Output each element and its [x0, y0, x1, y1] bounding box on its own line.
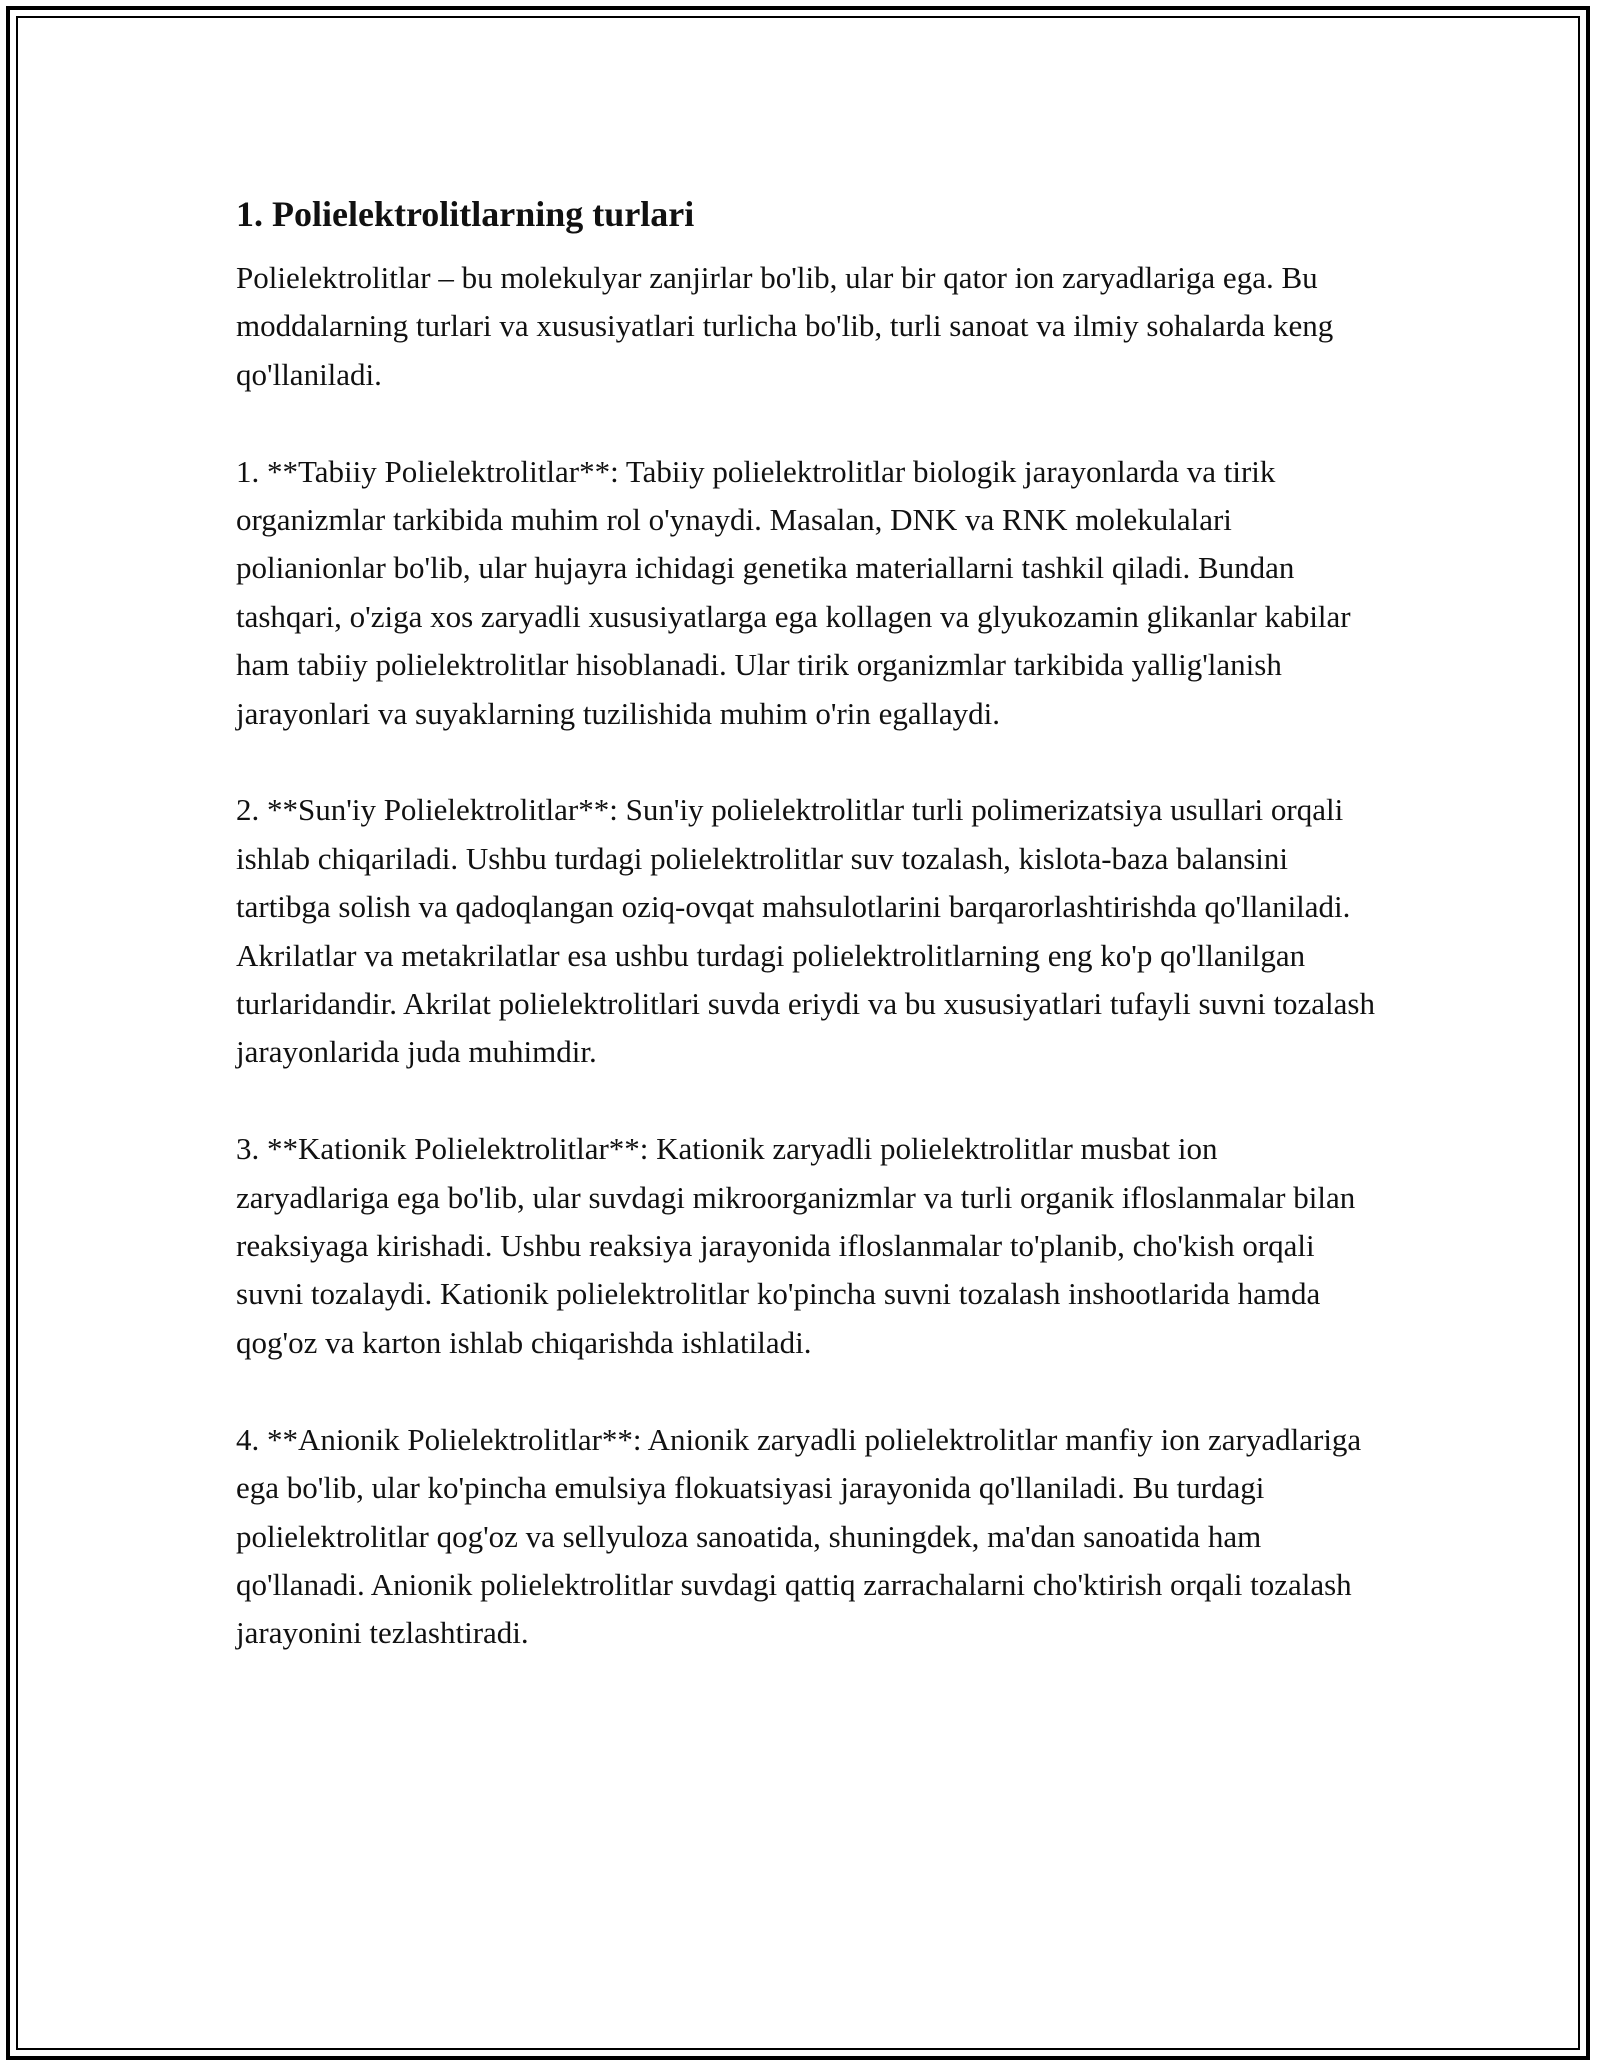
cationic-polyelectrolytes-paragraph: 3. **Kationik Polielektrolitlar**: Kationik zaryadli polielektrolitlar musbat ion zaryadlariga ega bo'lib, ular suvdagi mikroorganizmlar va turli organik ifloslanmalar bilan reaksiyaga kirishadi. Ushbu reaksiya jarayonida ifloslanmalar to'planib, cho'kish orqali suvni tozalaydi. Kationik polielektrolitlar ko'pincha suvni tozalash inshootlarida hamda qog'oz va karton ishlab chiqarishda ishlatiladi. — [236, 1131, 1356, 1360]
section-title: 1. Polielektrolitlarning turlari — [236, 194, 695, 234]
natural-polyelectrolytes-paragraph: 1. **Tabiiy Polielektrolitlar**: Tabiiy polielektrolitlar biologik jarayonlarda va tirik organizmlar tarkibida muhim rol o'ynaydi. Masalan, DNK va RNK molekulalari polianionlar bo'lib, ular hujayra ichidagi genetika materiallarni tashkil qiladi. Bundan tashqari, o'ziga xos zaryadli xususiyatlarga ega kollagen va glyukozamin glikanlar kabilar ham tabiiy polielektrolitlar hisoblanadi. Ular tirik organizmlar tarkibida yallig'lanish jarayonlari va suyaklarning tuzilishida muhim o'rin egallaydi. — [236, 453, 1351, 731]
synthetic-polyelectrolytes-paragraph: 2. **Sun'iy Polielektrolitlar**: Sun'iy polielektrolitlar turli polimerizatsiya usullari orqali ishlab chiqariladi. Ushbu turdagi polielektrolitlar suv tozalash, kislota-baza balansini tartibga solish va qadoqlangan oziq-ovqat mahsulotlarini barqarorlashtirishda qo'llaniladi. Akrilatlar va metakrilatlar esa ushbu turdagi polielektrolitlarning eng ko'p qo'llanilgan turlaridandir. Akrilat polielektrolitlari suvda eriydi va bu xususiyatlari tufayli suvni tozalash jarayonlarida juda muhimdir. — [236, 792, 1375, 1070]
document-body — [236, 186, 1376, 1706]
anionic-polyelectrolytes-paragraph: 4. **Anionik Polielektrolitlar**: Anionik zaryadli polielektrolitlar manfiy ion zaryadlariga ega bo'lib, ular ko'pincha emulsiya flokuatsiyasi jarayonida qo'llaniladi. Bu turdagi polielektrolitlar qog'oz va sellyuloza sanoatida, shuningdek, ma'dan sanoatida ham qo'llanadi. Anionik polielektrolitlar suvdagi qattiq zarrachalarni cho'ktirish orqali tozalash jarayonini tezlashtiradi. — [236, 1421, 1362, 1651]
intro-paragraph: Polielektrolitlar – bu molekulyar zanjirlar bo'lib, ular bir qator ion zaryadlariga ega. Bu moddalarning turlari va xususiyatlari turlicha bo'lib, turli sanoat va ilmiy sohalarda keng qo'llaniladi. — [236, 260, 1334, 392]
